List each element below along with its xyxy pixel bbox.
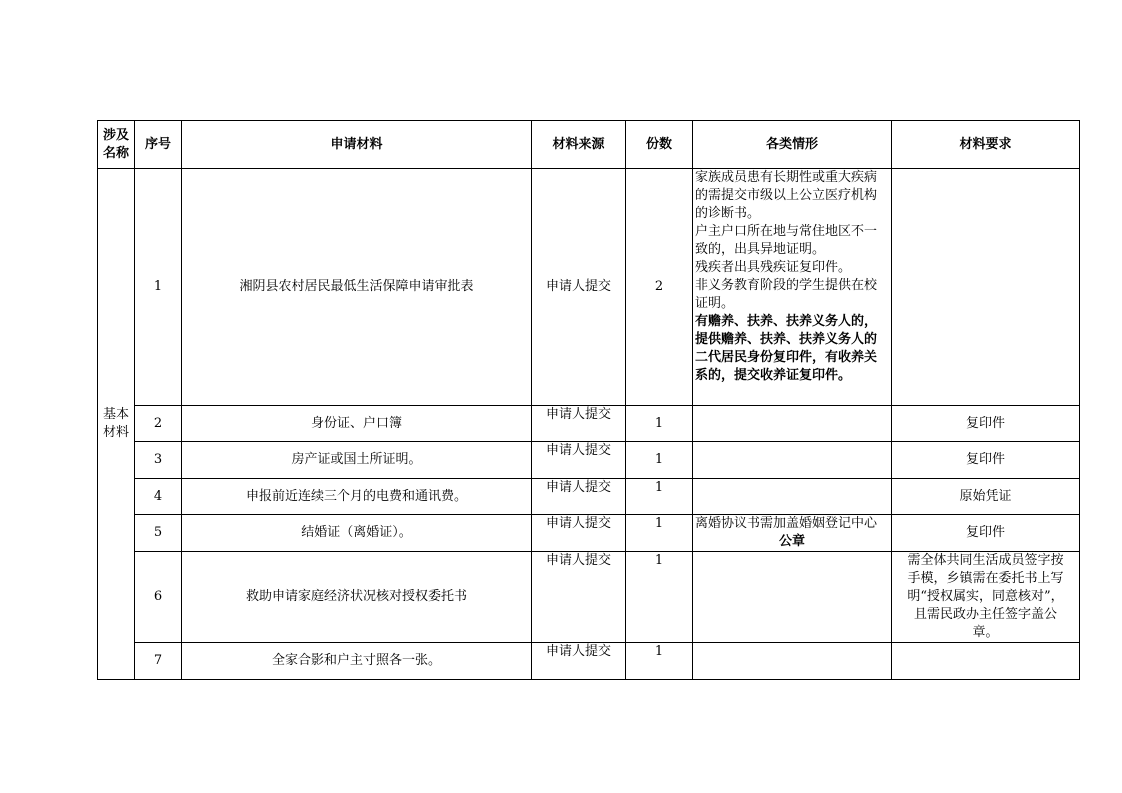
row-requirement: 复印件 <box>892 442 1080 479</box>
row-requirement: 复印件 <box>892 515 1080 552</box>
situation-line: 家族成员患有长期性或重大疾病 <box>695 170 878 185</box>
row-no: 4 <box>135 479 182 515</box>
row-copies: 1 <box>626 552 693 643</box>
row-copies: 1 <box>626 406 693 442</box>
row-situations <box>693 515 892 552</box>
row-source: 申请人提交 <box>532 515 626 552</box>
row-no: 6 <box>135 552 182 643</box>
header-copies: 份数 <box>626 121 693 169</box>
row-requirement <box>892 169 1080 406</box>
requirement-line: 明“授权属实，同意核对”， <box>907 589 1064 604</box>
row-requirement <box>892 552 1080 643</box>
requirement-line: 章。 <box>972 625 999 640</box>
row-requirement <box>892 643 1080 680</box>
situation-line-bold: 二代居民身份复印件，有收养关 <box>695 350 878 365</box>
row-source: 申请人提交 <box>532 406 626 442</box>
row-material: 身份证、户口簿 <box>182 406 532 442</box>
materials-table <box>97 120 1080 680</box>
row-source: 申请人提交 <box>532 479 626 515</box>
row-copies: 1 <box>626 479 693 515</box>
situation-line: 非义务教育阶段的学生提供在校 <box>695 278 878 293</box>
header-row <box>98 121 1080 169</box>
row-copies: 1 <box>626 515 693 552</box>
row-situations <box>693 406 892 442</box>
row-no: 1 <box>135 169 182 406</box>
header-no: 序号 <box>135 121 182 169</box>
table-row <box>98 643 1080 680</box>
header-category: 涉及名称 <box>98 121 135 169</box>
header-situations: 各类情形 <box>693 121 892 169</box>
table-row <box>98 479 1080 515</box>
row-source: 申请人提交 <box>532 643 626 680</box>
table-row <box>98 552 1080 643</box>
row-no: 7 <box>135 643 182 680</box>
situation-line-bold: 有赡养、扶养、扶养义务人的， <box>695 314 878 329</box>
header-material: 申请材料 <box>182 121 532 169</box>
situation-line-bold: 公章 <box>778 534 805 549</box>
row-no: 2 <box>135 406 182 442</box>
row-situations <box>693 442 892 479</box>
row-requirement: 原始凭证 <box>892 479 1080 515</box>
situation-line-bold: 系的，提交收养证复印件。 <box>695 368 852 383</box>
situation-line: 的需提交市级以上公立医疗机构 <box>695 188 878 203</box>
row-source: 申请人提交 <box>532 552 626 643</box>
row-copies: 1 <box>626 643 693 680</box>
requirement-line: 且需民政办主任签字盖公 <box>913 607 1057 622</box>
row-source: 申请人提交 <box>532 442 626 479</box>
row-material: 全家合影和户主寸照各一张。 <box>182 643 532 680</box>
situation-line: 残疾者出具残疾证复印件。 <box>695 260 852 275</box>
row-material: 结婚证（离婚证）。 <box>182 515 532 552</box>
row-source: 申请人提交 <box>532 169 626 406</box>
situation-line-bold: 提供赡养、扶养、扶养义务人的 <box>695 332 878 347</box>
table-row <box>98 515 1080 552</box>
row-situations <box>693 479 892 515</box>
situation-line: 户主户口所在地与常住地区不一 <box>695 224 878 239</box>
row-material: 房产证或国土所证明。 <box>182 442 532 479</box>
row-material: 申报前近连续三个月的电费和通讯费。 <box>182 479 532 515</box>
row-copies: 2 <box>626 169 693 406</box>
row-no: 5 <box>135 515 182 552</box>
row-copies: 1 <box>626 442 693 479</box>
row-situations <box>693 169 892 406</box>
row-material: 救助申请家庭经济状况核对授权委托书 <box>182 552 532 643</box>
row-situations <box>693 643 892 680</box>
row-situations <box>693 552 892 643</box>
row-no: 3 <box>135 442 182 479</box>
table-row <box>98 169 1080 406</box>
requirement-line: 需全体共同生活成员签字按 <box>907 553 1064 568</box>
situation-line: 的诊断书。 <box>695 206 761 221</box>
table-row <box>98 406 1080 442</box>
row-requirement: 复印件 <box>892 406 1080 442</box>
situation-line: 证明。 <box>695 296 735 311</box>
header-source: 材料来源 <box>532 121 626 169</box>
category-cell: 基本材料 <box>98 169 135 680</box>
situation-line: 致的，出具异地证明。 <box>695 242 826 257</box>
header-requirements: 材料要求 <box>892 121 1080 169</box>
table-row <box>98 442 1080 479</box>
row-material: 湘阴县农村居民最低生活保障申请审批表 <box>182 169 532 406</box>
requirement-line: 手模，乡镇需在委托书上写 <box>907 571 1064 586</box>
situation-line: 离婚协议书需加盖婚姻登记中心 <box>695 516 878 531</box>
